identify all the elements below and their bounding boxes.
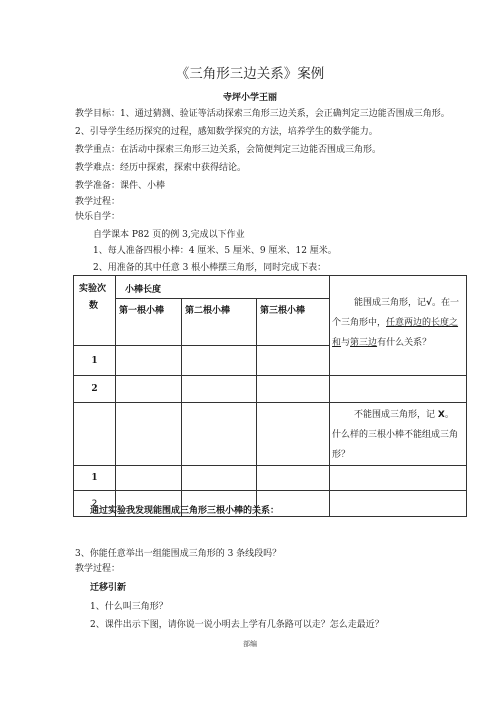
experiment-table — [73, 275, 467, 517]
cannot-form-note: 不能围成三角形，记 X。什么样的三根小棒不能组成三角形？ — [332, 410, 459, 460]
header-stick-3 — [257, 299, 330, 346]
author-line: 寺坪小学王丽 — [222, 93, 277, 103]
table-row: 2 — [74, 491, 116, 517]
header-stick-1-label: 第一根小棒 — [119, 306, 165, 316]
teaching-goal-2: 2、引导学生经历探究的过程，感知数学探究的方法，培养学生的数学能力。 — [75, 127, 378, 137]
header-trial-label-1: 实验次 — [79, 284, 107, 294]
table-row: 2 — [74, 376, 116, 403]
teaching-goal-1: 教学目标：1、通过猜测、验证等活动探索三角形三边关系，会正确判定三边能否围成三角形。 — [75, 109, 450, 119]
cannot-form-note-cell — [330, 403, 467, 466]
can-form-note-cell — [330, 276, 467, 376]
header-stick-3-label: 第三根小棒 — [260, 306, 306, 316]
page-footer: 部编 — [243, 640, 257, 648]
can-form-note: 能围成三角形，记√。在一个三角形中，任意两边的长度之和与第三边有什么关系？ — [332, 298, 460, 348]
step-2: 2、用准备的其中任意 3 根小棒摆三角形，同时完成下表： — [93, 263, 327, 273]
teaching-difficulty: 教学难点：经历中探索，探索中获得结论。 — [75, 163, 247, 173]
teaching-process-heading: 教学过程： — [75, 197, 121, 207]
header-stick-length — [116, 276, 330, 299]
header-stick-length-label: 小棒长度 — [125, 285, 162, 295]
step-1: 1、每人准备四根小棒：4 厘米、5 厘米、9 厘米、12 厘米。 — [93, 246, 337, 256]
courseware-question: 2、课件出示下图，请你说一说小明去上学有几条路可以走？怎么走最近？ — [90, 620, 384, 630]
relation-discovery: 通过实验我发现能围成三角形三根小棒的关系： — [90, 506, 280, 516]
teaching-process-heading-2: 教学过程： — [75, 564, 121, 574]
header-trial-label-2: 数 — [89, 301, 99, 311]
header-stick-2 — [182, 299, 257, 346]
table-row: 1 — [74, 466, 116, 491]
happy-self-study-heading: 快乐自学： — [75, 212, 121, 222]
question-3: 3、你能任意举出一组能围成三角形的 3 条线段吗？ — [75, 549, 282, 559]
header-stick-1 — [116, 299, 182, 346]
transfer-heading: 迁移引新 — [90, 583, 127, 593]
teaching-preparation: 教学准备：课件、小棒 — [75, 181, 166, 191]
header-stick-2-label: 第二根小棒 — [185, 306, 231, 316]
teaching-key-point: 教学重点：在活动中探索三角形三边关系，会简便判定三边能否围成三角形。 — [75, 145, 382, 155]
question-what-is-triangle: 1、什么叫三角形？ — [90, 602, 168, 612]
page-title: 《三角形三边关系》案例 — [175, 66, 325, 82]
header-trial-count — [74, 276, 116, 346]
table-row: 1 — [74, 346, 116, 376]
self-study-instruction: 自学课本 P82 页的例 3,完成以下作业 — [93, 230, 245, 240]
